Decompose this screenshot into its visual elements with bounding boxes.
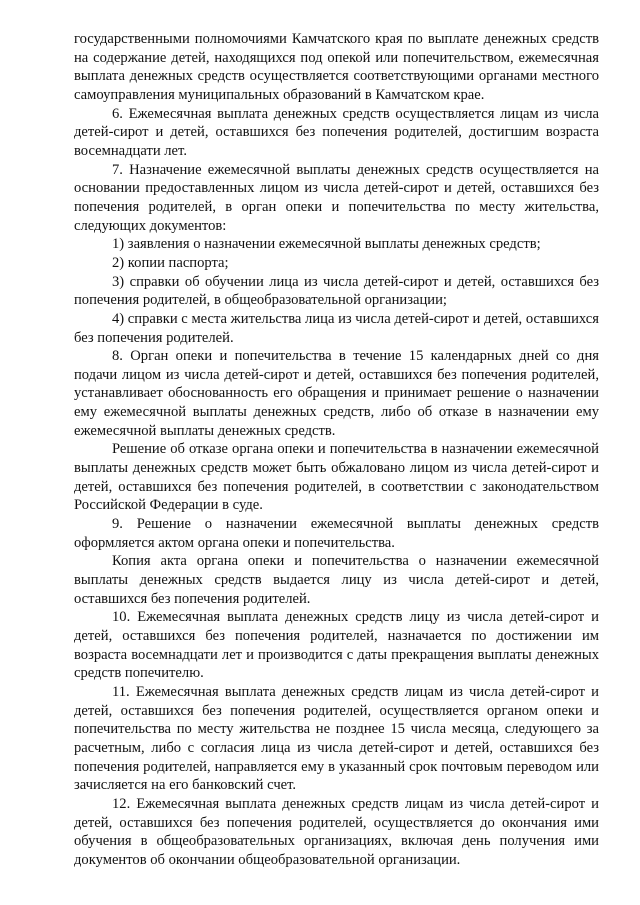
paragraph-item-11: 11. Ежемесячная выплата денежных средств лицам из числа детей-сирот и детей, оставшихся без попечения родителей, осуществляется органом опеки и попечительства по месту жительства не позднее 15 числа месяца, следующего за расчетным, либо с согласия лица из числа детей-сирот и детей, оставшихся без попечения родителей, направляется ему в указанный срок почтовым переводом или зачисляется на его банковский счет. <box>74 683 599 794</box>
list-item-2: 2) копии паспорта; <box>112 254 229 271</box>
document-page <box>74 30 599 870</box>
paragraph-item-7: 7. Назначение ежемесячной выплаты денежных средств осуществляется на основании предоставленных лицом из числа детей-сирот и детей, оставшихся без попечения родителей, в орган опеки и попечительства по месту жительства, следующих документов: <box>74 161 599 234</box>
list-item-3: 3) справки об обучении лица из числа детей-сирот и детей, оставшихся без попечения родителей, в общеобразовательной организации; <box>74 273 599 309</box>
paragraph-act-copy: Копия акта органа опеки и попечительства о назначении ежемесячной выплаты денежных средств выдается лицу из числа детей-сирот и детей, оставшихся без попечения родителей. <box>74 553 599 607</box>
paragraph-item-10: 10. Ежемесячная выплата денежных средств лицу из числа детей-сирот и детей, оставшихся без попечения родителей, назначается по достижении им возраста восемнадцати лет и производится с даты прекращения выплаты денежных средств попечителю. <box>74 609 599 682</box>
paragraph-refusal-appeal: Решение об отказе органа опеки и попечительства в назначении ежемесячной выплаты денежных средств может быть обжаловано лицом из числа детей-сирот и детей, оставшихся без попечения родителей, в соответствии с законодательством Российской Федерации в суде. <box>74 441 599 514</box>
paragraph-item-12: 12. Ежемесячная выплата денежных средств лицам из числа детей-сирот и детей, оставшихся без попечения родителей, осуществляется до окончания ими обучения в общеобразовательных организациях, включая день получения ими документов об окончании общеобразовательной организации. <box>74 795 599 868</box>
paragraph-item-8: 8. Орган опеки и попечительства в течение 15 календарных дней со дня подачи лицом из числа детей-сирот и детей, оставшихся без попечения родителей, устанавливает обоснованность его обращения и принимает решение о назначении ему ежемесячной выплаты денежных средств, либо об отказе в назначении ему ежемесячной выплаты денежных средств. <box>74 348 599 439</box>
paragraph-item-6: 6. Ежемесячная выплата денежных средств осуществляется лицам из числа детей-сирот и детей, оставшихся без попечения родителей, достигшим возраста восемнадцати лет. <box>74 105 599 159</box>
paragraph-item-9: 9. Решение о назначении ежемесячной выплаты денежных средств оформляется актом органа опеки и попечительства. <box>74 516 599 551</box>
paragraph-continuation: государственными полномочиями Камчатского края по выплате денежных средств на содержание детей, находящихся под опекой или попечительством, ежемесячная выплата денежных средств осуществляется соответствующими органами местного самоуправления муниципальных образований в Камчатском крае. <box>74 31 599 103</box>
list-item-4: 4) справки с места жительства лица из числа детей-сирот и детей, оставшихся без попечения родителей. <box>74 310 599 346</box>
list-item-1: 1) заявления о назначении ежемесячной выплаты денежных средств; <box>112 236 541 253</box>
